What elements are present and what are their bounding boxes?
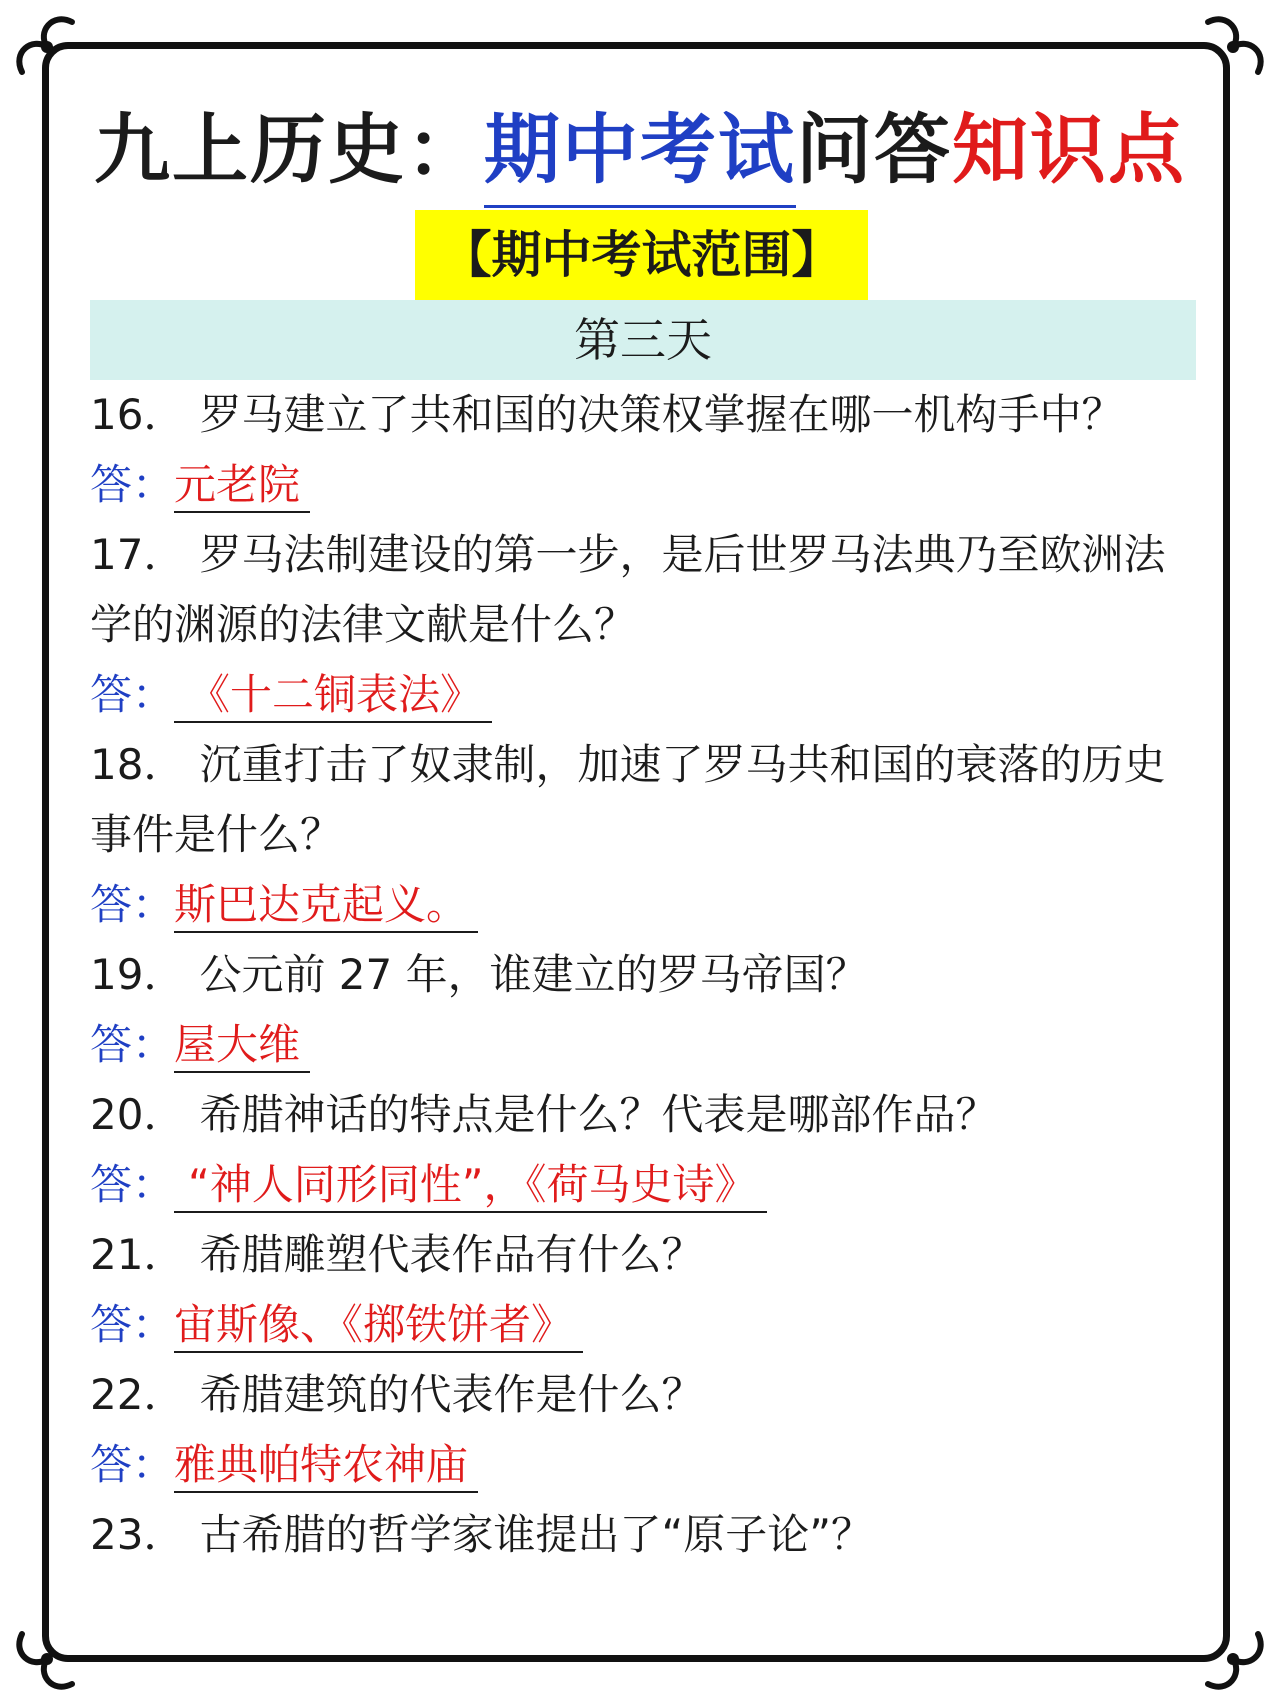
title-exam: 期中考试 — [484, 100, 796, 200]
question-text: 事件是什么？ — [90, 810, 343, 859]
corner-ornament-icon — [12, 12, 82, 82]
question-line — [90, 520, 1200, 590]
answer-text: 元老院 — [174, 459, 310, 513]
answer-text: 斯巴达克起义。 — [174, 879, 478, 933]
answer-line — [90, 1290, 1200, 1360]
question-line-continued — [90, 590, 1200, 660]
question-text: 公元前 27 年，谁建立的罗马帝国？ — [199, 950, 868, 999]
corner-ornament-icon — [1198, 1624, 1268, 1694]
answer-label: 答： — [90, 1440, 175, 1489]
question-text: 希腊雕塑代表作品有什么？ — [199, 1230, 704, 1279]
title-qa: 问答 — [796, 105, 952, 194]
question-number: 18． — [90, 740, 186, 789]
answer-text: “神人同形同性”，《荷马史诗》 — [174, 1159, 767, 1213]
question-number: 20． — [90, 1090, 186, 1139]
question-number: 23． — [90, 1510, 186, 1559]
question-text: 古希腊的哲学家谁提出了“原子论”？ — [199, 1510, 873, 1559]
question-text: 希腊建筑的代表作是什么？ — [199, 1370, 704, 1419]
page-title — [0, 100, 1280, 200]
answer-label: 答： — [90, 670, 175, 719]
answer-text: 《十二铜表法》 — [174, 669, 492, 723]
answer-label: 答： — [90, 1160, 175, 1209]
answer-line — [90, 1010, 1200, 1080]
answer-text: 屋大维 — [174, 1019, 310, 1073]
question-line — [90, 1360, 1200, 1430]
question-line — [90, 1220, 1200, 1290]
question-line — [90, 1500, 1200, 1570]
question-line — [90, 1080, 1200, 1150]
answer-line — [90, 870, 1200, 940]
corner-ornament-icon — [12, 1624, 82, 1694]
answer-line — [90, 660, 1200, 730]
title-subject: 九上历史： — [94, 105, 484, 194]
question-number: 22． — [90, 1370, 186, 1419]
question-number: 16． — [90, 390, 186, 439]
question-line — [90, 730, 1200, 800]
answer-line — [90, 1430, 1200, 1500]
answer-line — [90, 1150, 1200, 1220]
answer-text: 雅典帕特农神庙 — [174, 1439, 478, 1493]
question-text: 罗马法制建设的第一步，是后世罗马法典乃至欧洲法 — [199, 530, 1166, 579]
question-line-continued — [90, 800, 1200, 870]
qa-list — [90, 380, 1200, 1570]
question-text: 学的渊源的法律文献是什么？ — [90, 600, 637, 649]
question-line — [90, 940, 1200, 1010]
question-number: 21． — [90, 1230, 186, 1279]
question-number: 19． — [90, 950, 186, 999]
answer-label: 答： — [90, 880, 175, 929]
title-knowledge: 知识点 — [952, 105, 1186, 194]
question-number: 17． — [90, 530, 186, 579]
answer-label: 答： — [90, 1020, 175, 1069]
question-text: 罗马建立了共和国的决策权掌握在哪一机构手中？ — [199, 390, 1124, 439]
answer-text: 宙斯像、《掷铁饼者》 — [174, 1299, 583, 1353]
answer-label: 答： — [90, 460, 175, 509]
answer-label: 答： — [90, 1300, 175, 1349]
question-line — [90, 380, 1200, 450]
question-text: 沉重打击了奴隶制，加速了罗马共和国的衰落的历史 — [199, 740, 1166, 789]
corner-ornament-icon — [1198, 12, 1268, 82]
exam-range-banner: 【期中考试范围】 — [415, 210, 868, 300]
answer-line — [90, 450, 1200, 520]
day-section-header: 第三天 — [90, 300, 1196, 380]
question-text: 希腊神话的特点是什么？代表是哪部作品？ — [199, 1090, 998, 1139]
